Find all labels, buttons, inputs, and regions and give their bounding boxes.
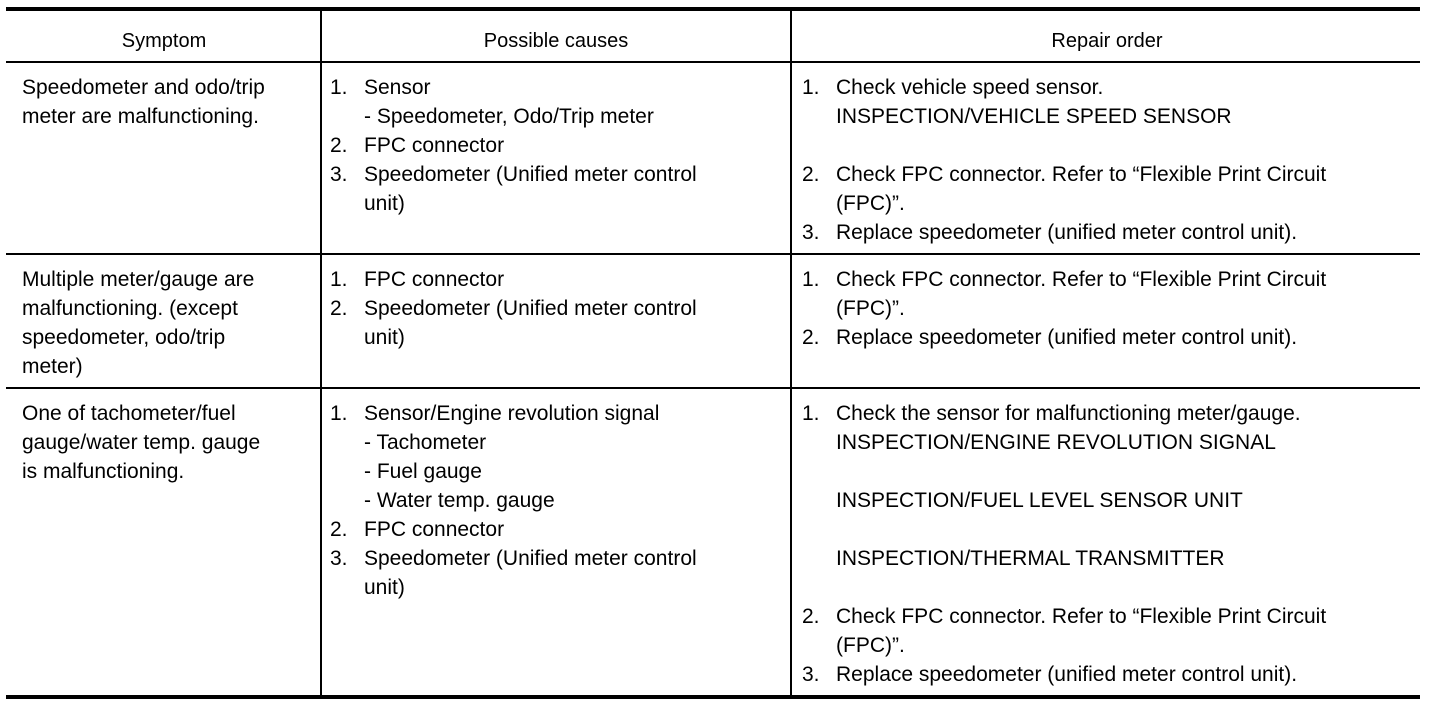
trouble-diagnosis-table [6, 7, 1420, 699]
cause-item [330, 160, 782, 189]
cause-subitem: - Speedometer, Odo/Trip meter [364, 105, 654, 128]
symptom-cell [6, 389, 320, 695]
header-repair-order: Repair order [790, 11, 1420, 61]
cause-subitem: - Tachometer [364, 431, 487, 454]
item-number: 1. [330, 268, 348, 291]
repair-step [802, 265, 1412, 294]
causes-cell [320, 63, 790, 253]
item-text: FPC connector [364, 268, 505, 291]
symptom-line: One of tachometer/fuel [22, 402, 236, 425]
symptom-line: speedometer, odo/trip [22, 326, 226, 349]
repair-step [802, 160, 1412, 189]
repair-step [802, 323, 1412, 352]
step-text: Replace speedometer (unified meter control unit). [836, 326, 1298, 349]
symptom-line: Multiple meter/gauge are [22, 268, 255, 291]
cause-item [330, 131, 782, 160]
header-possible-causes: Possible causes [320, 11, 790, 61]
step-text: Check FPC connector. Refer to “Flexible Print Circuit [836, 163, 1327, 186]
step-number: 3. [802, 663, 820, 686]
step-text: Check FPC connector. Refer to “Flexible Print Circuit [836, 268, 1327, 291]
cause-subitem: unit) [364, 576, 405, 599]
causes-cell [320, 255, 790, 387]
cause-item [330, 515, 782, 544]
step-text: Check FPC connector. Refer to “Flexible Print Circuit [836, 605, 1327, 628]
repair-step [802, 218, 1412, 247]
repair-step [802, 602, 1412, 631]
item-text: Speedometer (Unified meter control [364, 547, 697, 570]
item-text: Speedometer (Unified meter control [364, 163, 697, 186]
repair-cell [790, 389, 1420, 695]
step-text: Check the sensor for malfunctioning meter/gauge. [836, 402, 1301, 425]
item-number: 2. [330, 134, 348, 157]
item-number: 2. [330, 297, 348, 320]
step-number: 2. [802, 605, 820, 628]
cause-item [330, 73, 782, 102]
item-number: 1. [330, 76, 348, 99]
step-text: Check vehicle speed sensor. [836, 76, 1104, 99]
step-number: 2. [802, 326, 820, 349]
table-row [6, 61, 1420, 253]
item-text: FPC connector [364, 518, 505, 541]
step-continuation: (FPC)”. [836, 634, 905, 657]
symptom-line: meter) [22, 355, 83, 378]
cause-subitem: - Fuel gauge [364, 460, 482, 483]
item-number: 1. [330, 402, 348, 425]
item-text: Sensor/Engine revolution signal [364, 402, 660, 425]
cause-item [330, 265, 782, 294]
symptom-line: gauge/water temp. gauge [22, 431, 261, 454]
cause-item [330, 544, 782, 573]
cause-subitem: unit) [364, 326, 405, 349]
item-text: Sensor [364, 76, 431, 99]
table-row [6, 253, 1420, 387]
symptom-line: is malfunctioning. [22, 460, 185, 483]
symptom-cell [6, 255, 320, 387]
inspection-reference: INSPECTION/FUEL LEVEL SENSOR UNIT [836, 489, 1243, 512]
cause-subitem: unit) [364, 192, 405, 215]
step-continuation: (FPC)”. [836, 297, 905, 320]
causes-cell [320, 389, 790, 695]
table-header-row [6, 11, 1420, 61]
step-text: Replace speedometer (unified meter control unit). [836, 663, 1298, 686]
step-number: 1. [802, 76, 820, 99]
symptom-line: malfunctioning. (except [22, 297, 238, 320]
repair-step [802, 73, 1412, 102]
symptom-cell [6, 63, 320, 253]
cause-subitem: - Water temp. gauge [364, 489, 555, 512]
inspection-reference: INSPECTION/VEHICLE SPEED SENSOR [836, 105, 1232, 128]
step-number: 1. [802, 268, 820, 291]
cause-item [330, 399, 782, 428]
repair-step [802, 660, 1412, 689]
item-text: Speedometer (Unified meter control [364, 297, 697, 320]
item-number: 3. [330, 163, 348, 186]
inspection-reference: INSPECTION/THERMAL TRANSMITTER [836, 547, 1225, 570]
step-number: 2. [802, 163, 820, 186]
symptom-line: meter are malfunctioning. [22, 105, 259, 128]
item-text: FPC connector [364, 134, 505, 157]
step-number: 1. [802, 402, 820, 425]
table-row [6, 387, 1420, 695]
repair-cell [790, 255, 1420, 387]
item-number: 3. [330, 547, 348, 570]
cause-item [330, 294, 782, 323]
step-continuation: (FPC)”. [836, 192, 905, 215]
step-text: Replace speedometer (unified meter control unit). [836, 221, 1298, 244]
header-symptom: Symptom [121, 29, 207, 52]
item-number: 2. [330, 518, 348, 541]
repair-cell [790, 63, 1420, 253]
repair-step [802, 399, 1412, 428]
symptom-line: Speedometer and odo/trip [22, 76, 265, 99]
inspection-reference: INSPECTION/ENGINE REVOLUTION SIGNAL [836, 431, 1276, 454]
step-number: 3. [802, 221, 820, 244]
